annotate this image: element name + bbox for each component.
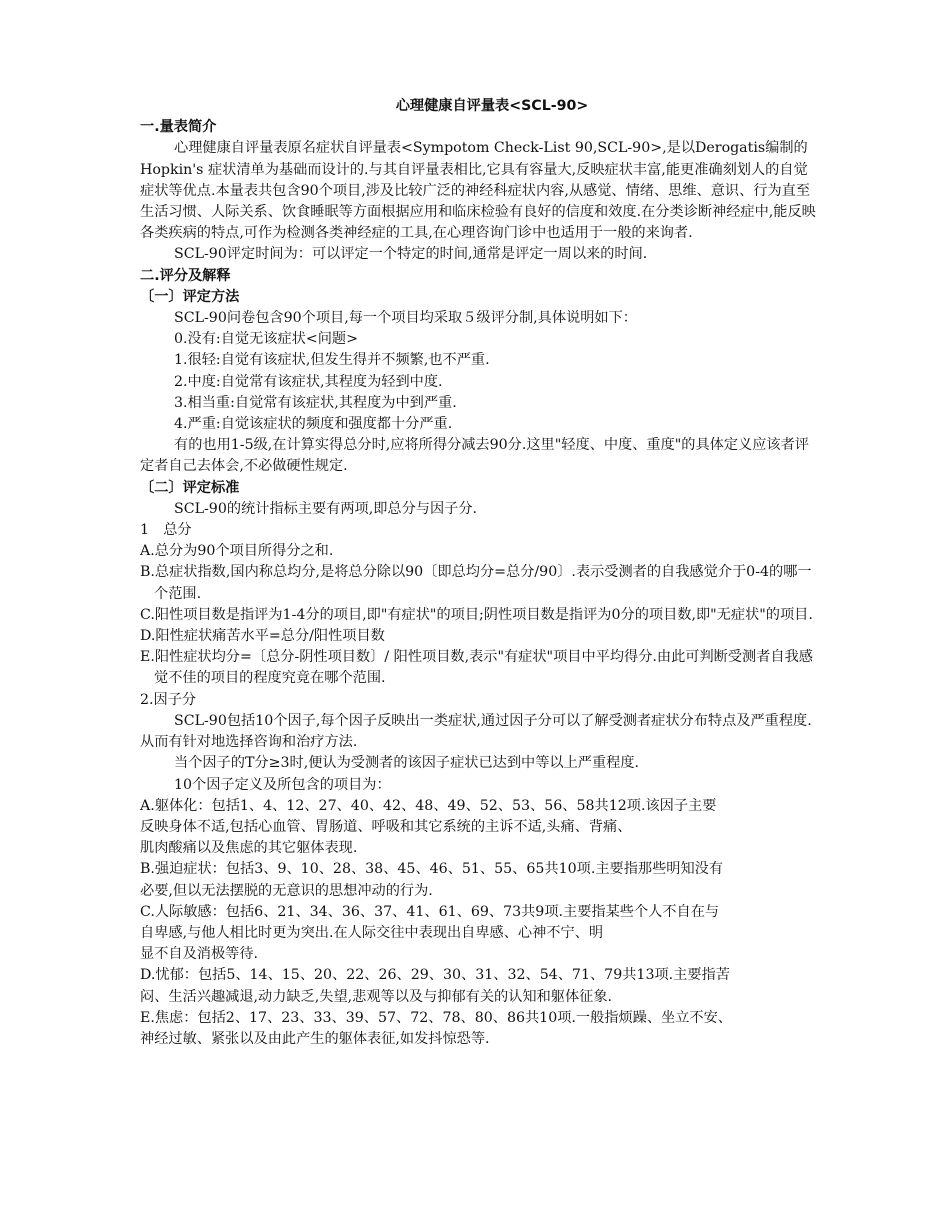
- total-score-list: [140, 541, 820, 689]
- method-note: 有的也用1-5级,在计算实得总分时,应将所得分减去90分.这里"轻度、中度、重度"的具体定义应该者评定者自己去体会,不必做硬性规定.: [140, 437, 809, 475]
- factor-line: 闷、生活兴趣减退,动力缺乏,失望,悲观等以及与抑郁有关的认知和躯体征象.: [140, 988, 613, 1005]
- document-title: 心理健康自评量表<SCL-90>: [395, 98, 589, 114]
- subsection-heading-method: 〔一〕评定方法: [140, 288, 240, 305]
- factor-line: 显不自及消极等待.: [140, 946, 259, 963]
- factor-item-depression: [140, 965, 820, 1007]
- subsection-heading-criteria: 〔二〕评定标准: [140, 479, 240, 496]
- factor-line: 反映身体不适,包括心血管、胃肠道、呼吸和其它系统的主诉不适,头痛、背痛、: [140, 818, 632, 835]
- factor-item-anxiety: [140, 1008, 820, 1050]
- scale-level: 2.中度:自觉常有该症状,其程度为轻到中度.: [174, 373, 443, 390]
- total-score-item: E.阳性症状均分=〔总分-阴性项目数〕/ 阳性项目数,表示"有症状"项目中平均得分.由此可判断受测者自我感觉不佳的项目的程度究竟在哪个范围.: [140, 649, 813, 687]
- total-score-item: D.阳性症状痛苦水平=总分/阳性项目数: [140, 628, 385, 645]
- intro-paragraph: 心理健康自评量表原名症状自评量表<Sympotom Check-List 90,SCL-90>,是以Derogatis编制的Hopkin's 症状清单为基础而设计的.与其自评量表相比,它具有容量大,反映症状丰富,能更准确刻划人的自觉症状等优点.本量表共包含90个项目,涉及比较广泛的神经科症状内容,从感觉、情绪、思维、意识、行为直至生活习惯、人际关系、饮食睡眠等方面根据应用和临床检验有良好的信度和效度.在分类诊断神经症中,能反映各类疾病的特点,可作为检测各类神经症的工具,在心理咨询门诊中也适用于一般的来询者.: [140, 140, 816, 242]
- factor-line: C.人际敏感：包括6、21、34、36、37、41、61、69、73共9项.主要指某些个人不自在与: [140, 903, 720, 920]
- factor-line: D.忧郁：包括5、14、15、20、22、26、29、30、31、32、54、71、79共13项.主要指苦: [140, 967, 730, 984]
- factor-item-somatization: [140, 796, 820, 860]
- method-intro: SCL-90问卷包含90个项目,每一个项目均采取５级评分制,具体说明如下：: [174, 310, 637, 327]
- total-score-item: C.阳性项目数是指评为1-4分的项目,即"有症状"的项目;阴性项目数是指评为0分的项目数,即"无症状"的项目.: [140, 606, 813, 623]
- factor-line: B.强迫症状：包括3、9、10、28、38、45、46、51、55、65共10项.主要指那些明知没有: [140, 861, 724, 878]
- factor-line: 自卑感,与他人相比时更为突出.在人际交往中表现出自卑感、心神不宁、明: [140, 924, 604, 941]
- total-score-item: B.总症状指数,国内称总均分,是将总分除以90〔即总均分=总分/90〕.表示受测者的自我感觉介于0-4的哪一个范围.: [140, 564, 812, 602]
- scale-level: 1.很轻:自觉有该症状,但发生得并不频繁,也不严重.: [174, 352, 490, 369]
- factor-line: 必要,但以无法摆脱的无意识的思想冲动的行为.: [140, 882, 433, 899]
- scale-level: 0.没有:自觉无该症状<问题>: [174, 331, 358, 348]
- total-score-item: A.总分为90个项目所得分之和.: [140, 543, 334, 560]
- section-heading-scoring: 二.评分及解释: [140, 267, 231, 284]
- scale-levels-list: [140, 329, 820, 435]
- scale-level: 3.相当重:自觉常有该症状,其程度为中到严重.: [174, 394, 457, 411]
- factor-paragraph: SCL-90包括10个因子,每个因子反映出一类症状,通过因子分可以了解受测者症状分布特点及严重程度.从而有针对地选择咨询和治疗方法.: [140, 712, 812, 751]
- evaluation-time-paragraph: SCL-90评定时间为：可以评定一个特定的时间,通常是评定一周以来的时间.: [174, 246, 648, 263]
- factor-list-intro: 10个因子定义及所包含的项目为：: [174, 776, 391, 793]
- factor-line: A.躯体化：包括1、4、12、27、40、42、48、49、52、53、56、58共12项.该因子主要: [140, 797, 717, 814]
- total-score-heading: 1 总分: [140, 522, 192, 539]
- factor-line: 神经过敏、紧张以及由此产生的躯体表征,如发抖惊恐等.: [140, 1030, 490, 1047]
- factor-score-heading: 2.因子分: [140, 691, 197, 708]
- factor-definitions: [140, 796, 820, 1050]
- factor-line: 肌肉酸痛以及焦虑的其它躯体表现.: [140, 840, 358, 857]
- document-page: [140, 96, 820, 1050]
- factor-item-obsessive-compulsive: [140, 859, 820, 901]
- criteria-intro: SCL-90的统计指标主要有两项,即总分与因子分.: [174, 500, 478, 517]
- factor-threshold-paragraph: 当个因子的T分≥3时,便认为受测者的该因子症状已达到中等以上严重程度.: [174, 755, 640, 772]
- section-heading-intro: 一.量表简介: [140, 119, 217, 136]
- scale-level: 4.严重:自觉该症状的频度和强度都十分严重.: [174, 416, 453, 433]
- factor-item-interpersonal-sensitivity: [140, 902, 820, 966]
- factor-line: E.焦虑：包括2、17、23、33、39、57、72、78、80、86共10项.一般指烦躁、坐立不安、: [140, 1009, 732, 1026]
